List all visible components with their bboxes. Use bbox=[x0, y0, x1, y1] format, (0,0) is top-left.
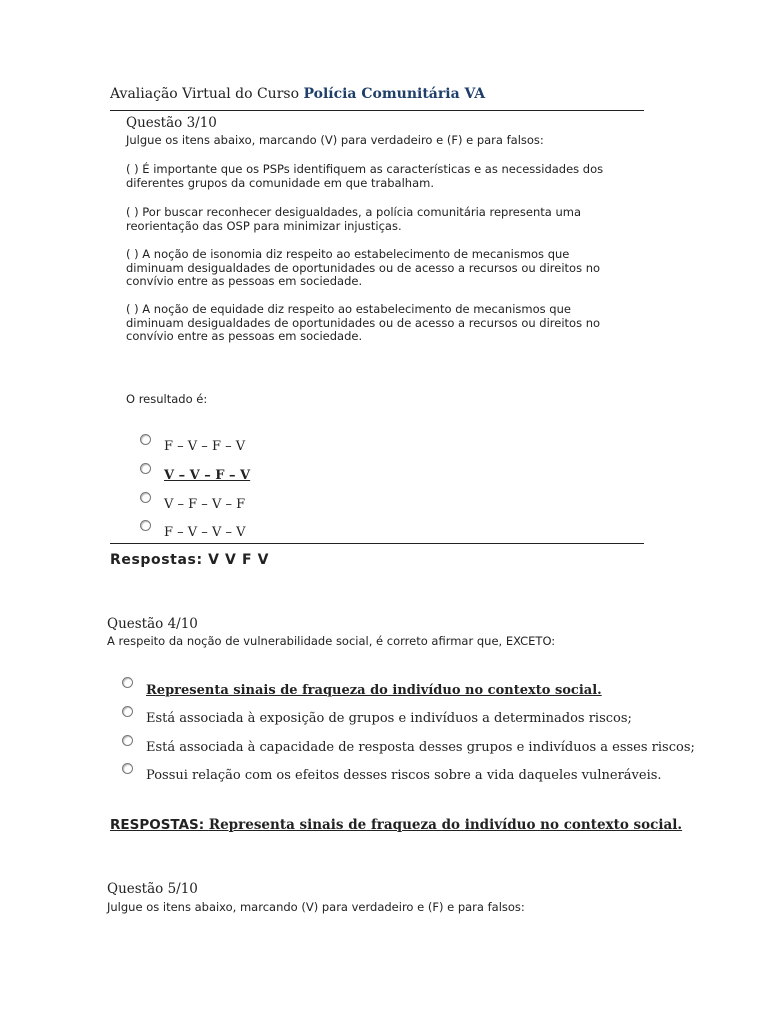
q3-statement-1: ( ) É importante que os PSPs identifiquem as características e as necessidades dos diferentes grupos da comunidade em que trabalham. bbox=[126, 162, 604, 190]
header-prefix: Avaliação Virtual do Curso bbox=[110, 86, 304, 102]
q4-option-3-radio[interactable] bbox=[122, 735, 133, 746]
q5-instruction: Julgue os itens abaixo, marcando (V) para verdadeiro e (F) e para falsos: bbox=[107, 900, 525, 914]
q3-option-2-radio[interactable] bbox=[140, 463, 151, 474]
q3-option-2-correct[interactable]: V – V – F – V bbox=[164, 468, 251, 483]
divider-bottom bbox=[110, 543, 644, 544]
q4-answer bbox=[110, 817, 682, 833]
page-header bbox=[110, 86, 485, 102]
q3-option-1-radio[interactable] bbox=[140, 434, 151, 445]
q3-answer: Respostas: V V F V bbox=[110, 552, 270, 568]
q4-option-4[interactable]: Possui relação com os efeitos desses riscos sobre a vida daqueles vulneráveis. bbox=[146, 768, 662, 783]
q3-statement-2: ( ) Por buscar reconhecer desigualdades, a polícia comunitária representa uma reorientação das OSP para minimizar injustiças. bbox=[126, 205, 581, 233]
q4-option-4-radio[interactable] bbox=[122, 763, 133, 774]
q4-option-2-radio[interactable] bbox=[122, 706, 133, 717]
course-name: Polícia Comunitária VA bbox=[303, 86, 486, 102]
q3-option-4[interactable]: F – V – V – V bbox=[164, 525, 246, 540]
q4-instruction: A respeito da noção de vulnerabilidade social, é correto afirmar que, EXCETO: bbox=[107, 634, 556, 648]
divider-top bbox=[110, 110, 644, 111]
q4-answer-label: RESPOSTAS: bbox=[110, 817, 209, 833]
q5-title: Questão 5/10 bbox=[107, 881, 198, 897]
q4-option-2[interactable]: Está associada à exposição de grupos e indivíduos a determinados riscos; bbox=[146, 711, 632, 726]
q3-option-3-radio[interactable] bbox=[140, 492, 151, 503]
q4-option-3[interactable]: Está associada à capacidade de resposta desses grupos e indivíduos a esses riscos; bbox=[146, 740, 695, 755]
q3-option-1[interactable]: F – V – F – V bbox=[164, 439, 246, 454]
q4-answer-text: Representa sinais de fraqueza do indivíduo no contexto social. bbox=[208, 817, 683, 833]
q3-result-label: O resultado é: bbox=[126, 392, 208, 406]
q3-statement-4: ( ) A noção de equidade diz respeito ao estabelecimento de mecanismos que diminuam desigualdades de oportunidades ou de acesso a recursos ou direitos no convívio entre as pessoas em sociedade. bbox=[126, 302, 601, 343]
q3-option-3[interactable]: V – F – V – F bbox=[164, 497, 246, 512]
q3-instruction: Julgue os itens abaixo, marcando (V) para verdadeiro e (F) e para falsos: bbox=[126, 133, 544, 147]
q3-option-4-radio[interactable] bbox=[140, 520, 151, 531]
q4-option-1-correct[interactable]: Representa sinais de fraqueza do indivíduo no contexto social. bbox=[146, 683, 602, 698]
q4-option-1-radio[interactable] bbox=[122, 677, 133, 688]
q4-title: Questão 4/10 bbox=[107, 616, 198, 632]
q3-statement-3: ( ) A noção de isonomia diz respeito ao estabelecimento de mecanismos que diminuam desigualdades de oportunidades ou de acesso a recursos ou direitos no convívio entre as pessoas em sociedade. bbox=[126, 247, 601, 288]
q3-title: Questão 3/10 bbox=[126, 115, 217, 131]
